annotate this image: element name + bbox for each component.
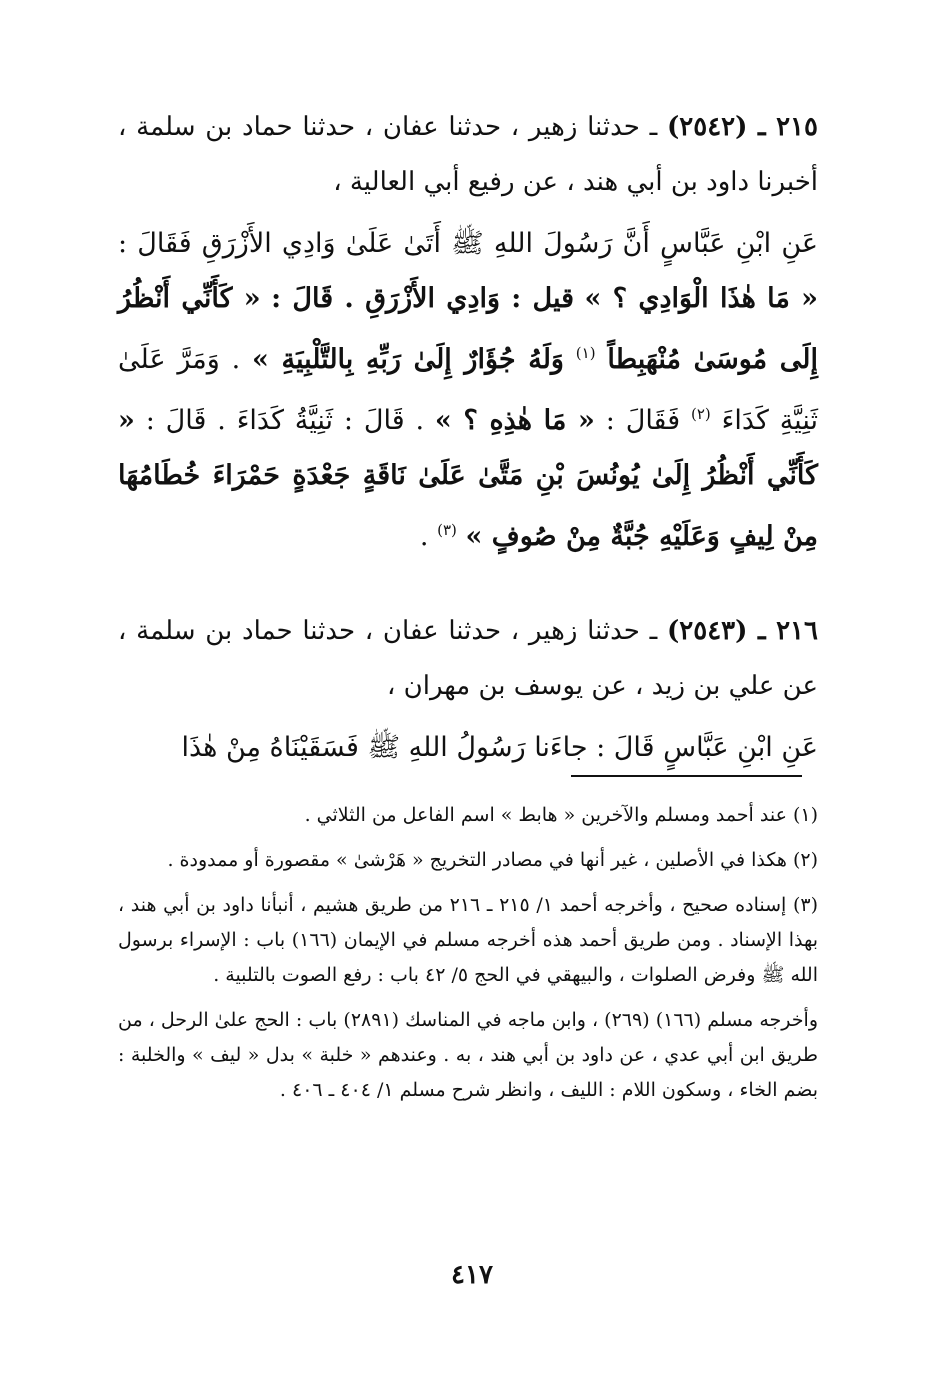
footnote-ref: (٢) <box>690 405 711 423</box>
hadith-215-text <box>118 216 818 564</box>
quote: وَلَهُ جُؤَارٌ إِلَىٰ رَبِّهِ بِالتَّلْبِيَةِ » <box>251 344 564 375</box>
main-text <box>118 100 818 775</box>
footnote-ref: (٣) <box>437 521 457 539</box>
matn-text: فَقَالَ : <box>605 405 681 436</box>
answer: قيل : وَادِي الأَزْرَقِ . قَالَ : <box>271 283 575 314</box>
hadith-215-chain <box>118 100 818 210</box>
footnote: (٢) هكذا في الأصلين ، غير أنها في مصادر التخريج « هَرْشىٰ » مقصورة أو ممدودة . <box>167 849 818 871</box>
matn-intro: عَنِ ابْنِ عَبَّاسٍ أَنَّ رَسُولَ اللهِ ﷺ أَتَىٰ عَلَىٰ وَادِي الأَزْرَقِ فَقَالَ : <box>118 228 818 259</box>
hadith-number: ٢١٥ ـ (٢٥٤٢) <box>666 112 818 142</box>
hadith-216-chain <box>118 604 818 714</box>
footnotes <box>118 798 818 1118</box>
page-number: ٤١٧ <box>451 1260 493 1290</box>
footnote: (٣) إسناده صحيح ، وأخرجه أحمد ١/ ٢١٥ ـ ٢١٦ من طريق هشيم ، أنبأنا داود بن أبي هند ، بهذا الإسناد . ومن طريق أحمد هذه أخرجه مسلم في الإيمان (١٦٦) باب : الإسراء برسول الله ﷺ وفرض الصلوات ، والبيهقي في الحج ٥/ ٤٢ باب : رفع الصوت بالتلبية . <box>118 894 818 986</box>
hadith-number: ٢١٦ ـ (٢٥٤٣) <box>666 616 818 646</box>
footnote-divider <box>571 775 802 777</box>
footnote-ref: (١) <box>575 344 596 362</box>
matn-text: . <box>419 521 429 552</box>
matn-text: . وَمَرَّ عَلَىٰ ثَنِيَّةِ كَدَاءَ <box>118 344 818 436</box>
hadith-isnad: ـ حدثنا زهير ، حدثنا عفان ، حدثنا حماد بن سلمة ، أخبرنا داود بن أبي هند ، عن رفيع أبي العالية ، <box>118 112 818 197</box>
hadith-isnad: ـ حدثنا زهير ، حدثنا عفان ، حدثنا حماد بن سلمة ، عن علي بن زيد ، عن يوسف بن مهران ، <box>118 616 818 701</box>
hadith-216-text: عَنِ ابْنِ عَبَّاسٍ قَالَ : جاءَنا رَسُولُ اللهِ ﷺ فَسَقَيْنَاهُ مِنْ هٰذَا <box>181 732 818 763</box>
quote: « مَا هٰذِهِ ؟ » <box>434 405 595 436</box>
matn-text: . قَالَ : ثَنِيَّةُ كَدَاءَ . قَالَ : <box>145 405 425 436</box>
quote: « كَأَنِّي أَنْظُرُ إِلَى مُوسَىٰ مُنْهَبِطاً <box>118 283 818 375</box>
footnote: (١) عند أحمد ومسلم والآخرين « هابط » اسم الفاعل من الثلاثي . <box>304 804 818 826</box>
quote: « مَا هٰذَا الْوَادِي ؟ » <box>584 283 819 314</box>
footnote: وأخرجه مسلم (١٦٦) (٢٦٩) ، وابن ماجه في المناسك (٢٨٩١) باب : الحج علىٰ الرحل ، من طريق ابن أبي عدي ، عن داود بن أبي هند ، به . وعندهم « خلبة » بدل « ليف » والخلبة : بضم الخاء ، وسكون اللام : الليف ، وانظر شرح مسلم ١/ ٤٠٤ ـ ٤٠٦ . <box>118 1009 818 1101</box>
quote: « كَأَنِّي أَنْظُرُ إِلَىٰ يُونُسَ بْنِ مَتَّىٰ عَلَىٰ نَاقَةٍ جَعْدَةٍ حَمْرَاءَ خُطَامُهَا مِنْ لِيفٍ وَعَلَيْهِ جُبَّةٌ مِنْ صُوفٍ » <box>118 405 818 552</box>
